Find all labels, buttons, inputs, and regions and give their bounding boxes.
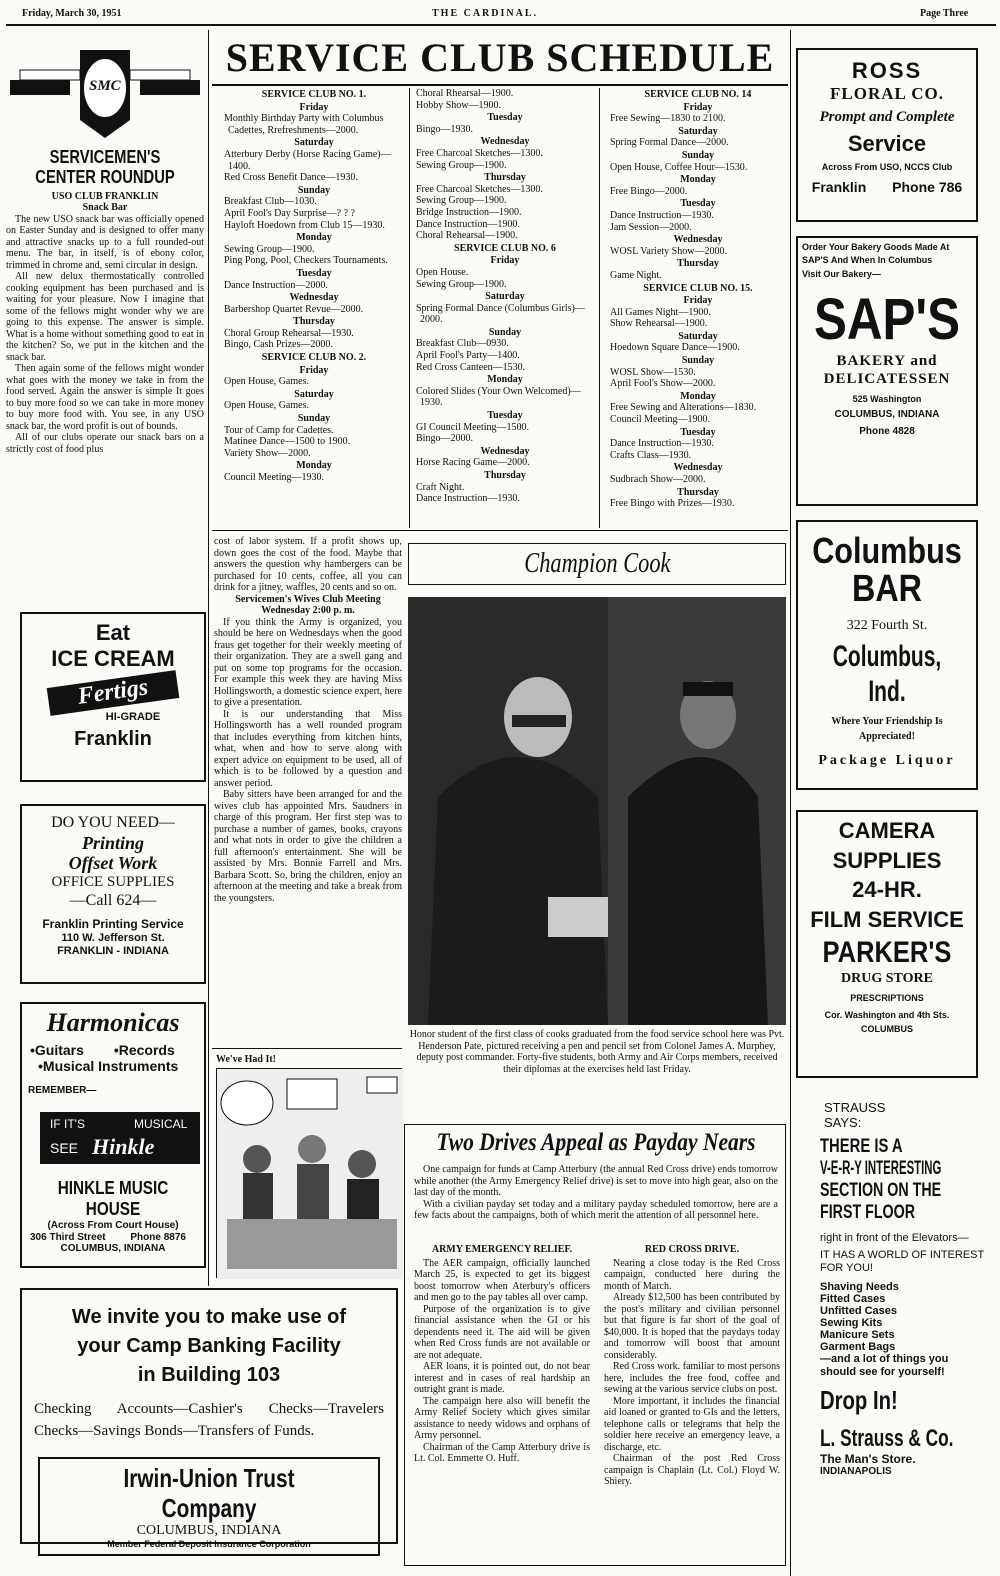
ad-text: BAKERY and xyxy=(836,353,938,370)
ad-text: DRUG STORE xyxy=(841,970,933,986)
ad-text: 110 W. Jefferson St. xyxy=(61,932,165,945)
day-heading: Wednesday xyxy=(673,234,723,246)
event-item: All Games Night—1900. xyxy=(610,306,711,318)
ad-ice-cream xyxy=(20,612,206,782)
ad-text: COLUMBUS, INDIANA xyxy=(60,1243,166,1255)
ad-text: (Across From Court House) xyxy=(47,1219,179,1231)
column-rule xyxy=(790,30,791,1576)
cartoon-heading: We've Had It! xyxy=(216,1054,276,1065)
ad-text: STRAUSS xyxy=(824,1100,886,1115)
event-item: Open House, Games. xyxy=(224,376,309,388)
event-item: Sewing Group—1900. xyxy=(416,278,507,290)
left-story-subhead: USO CLUB FRANKLIN xyxy=(51,190,159,202)
ad-text: •Records xyxy=(113,1042,175,1059)
ad-text: FILM SERVICE xyxy=(810,906,964,932)
left-story xyxy=(6,148,204,455)
champion-caption: Honor student of the first class of cooks graduated from the food service school here was Pvt. Henderson Pate, pictured receiving a pen and pencil set from Colonel James A. Murphey, deputy post commander. Forty-five students, both Army and Air Corps members, received their diplomas at the exercises held last Friday. xyxy=(409,1029,785,1075)
list-item: Unfitted Cases xyxy=(820,1304,898,1317)
ad-text: •Musical Instruments xyxy=(38,1058,179,1075)
ad-text: 306 Third Street xyxy=(30,1231,106,1243)
ad-text: in Building 103 xyxy=(137,1364,281,1387)
event-item: Free Charcoal Sketches—1300. xyxy=(416,183,543,195)
event-item: Open House. xyxy=(416,266,469,278)
ad-text: HI-GRADE xyxy=(105,710,161,723)
event-item: Barbershop Quartet Revue—2000. xyxy=(224,303,364,315)
paragraph: Already $12,500 has been contributed by the post's military and civilian personnel but that figure is far short of the goal of $40,000. It is hoped that the paydays today and tomorrow will boost that amount considerably. xyxy=(604,1292,780,1361)
day-heading: Monday xyxy=(487,374,523,386)
paragraph: Chairman of the post Red Cross campaign is Chaplain (Lt. Col.) Floyd W. Shiery. xyxy=(604,1453,780,1488)
day-heading: Sunday xyxy=(297,184,331,196)
day-heading: Thursday xyxy=(677,258,719,270)
ad-text: Drop In! xyxy=(820,1384,898,1415)
day-heading: Monday xyxy=(680,390,716,402)
paragraph: AER loans, it is pointed out, do not bear interest and in cases of real hardship an outright grant is made. xyxy=(414,1361,590,1396)
ad-columbus-bar xyxy=(796,520,978,790)
drives-intro xyxy=(414,1164,778,1222)
paragraph: More important, it includes the financial aid loaned or granted to GIs and the letters, telephone calls or telegrams that help the soldier here receive an emergency leave, a discharge, etc. xyxy=(604,1395,780,1453)
day-heading: Saturday xyxy=(678,330,718,342)
mid-story-subhead: Servicemen's Wives Club Meeting xyxy=(235,593,381,605)
event-item: Ping Pong, Pool, Checkers Tournaments. xyxy=(224,255,388,267)
ad-bank xyxy=(20,1288,398,1550)
event-item: Breakfast Club—0930. xyxy=(416,338,509,350)
day-heading: Wednesday xyxy=(480,445,530,457)
day-heading: Monday xyxy=(296,232,332,244)
ad-text: Where Your Friendship Is xyxy=(831,715,943,727)
event-item: Hobby Show—1900. xyxy=(416,99,502,111)
left-story-section: Snack Bar xyxy=(82,202,128,214)
event-item: Council Meeting—1900. xyxy=(610,414,710,426)
ad-text: Across From USO, NCCS Club xyxy=(821,162,953,173)
event-item: Matinee Dance—1500 to 1900. xyxy=(224,436,351,448)
event-item: Open House, Games. xyxy=(224,400,309,412)
day-heading: Tuesday xyxy=(487,410,523,422)
day-heading: Tuesday xyxy=(680,198,716,210)
ad-text: Columbus, Ind. xyxy=(832,639,942,708)
event-item: Tour of Camp for Cadettes. xyxy=(224,424,334,436)
ad-text: IT HAS A WORLD OF INTEREST FOR YOU! xyxy=(820,1249,985,1274)
day-heading: Friday xyxy=(299,101,329,113)
day-heading: Thursday xyxy=(677,486,719,498)
day-heading: Thursday xyxy=(293,316,335,328)
ad-text: 322 Fourth St. xyxy=(846,617,928,633)
ad-text: Service xyxy=(847,130,927,156)
ad-text: CAMERA xyxy=(838,818,936,843)
paragraph: All new delux thermostatically controlled cooking equipment has been purchased and is waiting for your pleasure. Now I imagine that some of the fellows might wonder why we are going to this expense. The answer is simple. What is a home without something good to eat in the kitchen? So, we put in the kitchen and the snack bar. xyxy=(6,271,204,363)
event-item: WOSL Show—1530. xyxy=(610,366,696,378)
event-item: Jam Session—2000. xyxy=(610,221,692,233)
event-item: Sewing Group—1900. xyxy=(224,243,315,255)
event-item: Dance Instruction—2000. xyxy=(224,279,328,291)
club-heading: SERVICE CLUB NO. 6 xyxy=(454,242,556,254)
event-item: Sewing Group—1900. xyxy=(416,159,507,171)
event-item: Horse Racing Game—2000. xyxy=(416,457,530,469)
event-item: Bingo—1930. xyxy=(416,123,473,135)
event-item: April Fool's Show—2000. xyxy=(610,378,716,390)
ad-name: SAP'S xyxy=(814,287,960,353)
event-item: Dance Instruction—1900. xyxy=(416,218,520,230)
event-item: Variety Show—2000. xyxy=(224,447,311,459)
ad-text: HINKLE MUSIC HOUSE xyxy=(57,1178,169,1220)
ad-text: COLUMBUS, INDIANA xyxy=(136,1522,282,1538)
drives-title: Two Drives Appeal as Payday Nears xyxy=(436,1129,756,1156)
schedule-col-1 xyxy=(224,88,404,484)
drives-rc-head: RED CROSS DRIVE. xyxy=(644,1244,740,1255)
ad-text: Member Federal Deposit Insurance Corporation xyxy=(107,1539,311,1550)
event-item: GI Council Meeting—1500. xyxy=(416,421,530,433)
ad-text: OFFICE SUPPLIES xyxy=(51,874,175,891)
event-item: Dance Instruction—1930. xyxy=(416,493,520,505)
event-item: Bingo—2000. xyxy=(416,433,473,445)
event-item: WOSL Variety Show—2000. xyxy=(610,245,727,257)
paragraph: Nearing a close today is the Red Cross campaign, conducted here during the month of March. xyxy=(604,1257,780,1292)
event-item: Sudbrach Show—2000. xyxy=(610,474,706,485)
column-rule xyxy=(599,88,600,528)
ad-text: Franklin Printing Service xyxy=(42,917,184,932)
champion-title-box xyxy=(408,543,786,585)
day-heading: Wednesday xyxy=(673,462,723,474)
ad-text: —Call 624— xyxy=(69,891,157,909)
cartoon-image xyxy=(216,1068,402,1278)
schedule-col-2 xyxy=(416,88,594,505)
ad-text: •Guitars xyxy=(30,1042,84,1059)
event-item: Free Bingo with Prizes—1930. xyxy=(610,498,735,510)
smc-logo xyxy=(10,40,200,140)
event-item: Bridge Instruction—1900. xyxy=(416,206,522,218)
champion-photo xyxy=(408,597,786,1025)
ad-text: MUSICAL xyxy=(134,1117,188,1132)
schedule-title: SERVICE CLUB SCHEDULE xyxy=(225,35,775,80)
ad-brand: Hinkle xyxy=(92,1134,155,1160)
paragraph: The campaign here also will benefit the Army Relief Society which gives similar assistance to needy widows and orphans of Army personnel. xyxy=(414,1395,590,1442)
day-heading: Tuesday xyxy=(487,112,523,124)
masthead-page: Page Three xyxy=(920,8,969,19)
day-heading: Friday xyxy=(683,295,713,307)
ad-text: SEE xyxy=(50,1140,79,1157)
paragraph: With a civilian payday set today and a military payday scheduled tomorrow, here are a few facts about the campaigns, both of which merit the attention of all personnel here. xyxy=(414,1198,778,1221)
day-heading: Sunday xyxy=(297,413,331,425)
list-item: Manicure Sets xyxy=(820,1328,895,1341)
masthead-rule xyxy=(6,24,996,26)
day-heading: Saturday xyxy=(678,125,718,137)
event-item: Crafts Class—1930. xyxy=(610,449,692,461)
column-rule xyxy=(208,30,209,1286)
paragraph: Then again some of the fellows might wonder what goes with the money we take in from the food served. Again the answer is simple It goes to buy more food so we can take in more money to buy more food with. You see, in any USO snack bar, the word profit is out of bounds. xyxy=(6,363,204,432)
event-item: Open House, Coffee Hour—1530. xyxy=(610,161,748,173)
paragraph: If you think the Army is organized, you should be here on Wednesdays when the good fraus get together for their weekly meeting of their organization. They are a swell gang and put on some top programs for the occasion. For example this week they are having Miss Hollingsworth, a domestic science expert, here to give a presentation. xyxy=(214,616,402,709)
event-item: Choral Rhearsal—1900. xyxy=(416,88,514,99)
list-item: Garment Bags xyxy=(820,1341,896,1353)
ad-text: Franklin xyxy=(74,727,152,750)
ad-text: SUPPLIES xyxy=(832,847,942,873)
ad-text: FIRST FLOOR xyxy=(820,1202,915,1224)
strauss-items xyxy=(820,1281,984,1354)
rule xyxy=(212,1048,402,1049)
event-item: April Fool's Day Surprise—? ? ? xyxy=(224,207,355,219)
day-heading: Thursday xyxy=(484,470,526,481)
ad-text: Phone 8876 xyxy=(130,1231,186,1243)
ad-name: Irwin-Union Trust Company xyxy=(123,1462,295,1523)
ad-strauss xyxy=(820,1100,984,1478)
day-heading: Sunday xyxy=(681,355,715,367)
ad-text: 24-HR. xyxy=(852,877,922,903)
ad-text: PRESCRIPTIONS xyxy=(850,993,924,1004)
ad-name: Columbus xyxy=(812,530,962,571)
event-item: Council Meeting—1930. xyxy=(224,472,324,483)
day-heading: Tuesday xyxy=(680,426,716,438)
event-item: Free Charcoal Sketches—1300. xyxy=(416,147,543,159)
ad-text: Cor. Washington and 4th Sts. xyxy=(824,1009,950,1020)
paragraph: The new USO snack bar was officially opened on Easter Sunday and is designed to offer many and attractive snacks up to a full rounded-out menu. The bar, in itself, is of ebony color, trimmed in chrome and, semi circular in design. xyxy=(6,213,204,271)
event-item: Hayloft Hoedown from Club 15—1930. xyxy=(224,219,385,231)
day-heading: Monday xyxy=(296,460,332,472)
day-heading: Saturday xyxy=(485,291,525,303)
event-item: Free Sewing—1830 to 2100. xyxy=(610,113,726,125)
club-heading: SERVICE CLUB NO. 1. xyxy=(261,89,367,100)
paragraph: One campaign for funds at Camp Atterbury (the annual Red Cross drive) ends tomorrow while another (the Army Emergency Relief drive) is set to move into high gear, also on the last day of the month. xyxy=(414,1164,778,1198)
ad-text: Phone 4828 xyxy=(859,426,915,438)
ad-text: IF IT'S xyxy=(50,1117,85,1132)
ad-text: your Camp Banking Facility xyxy=(77,1335,341,1358)
event-item: Atterbury Derby (Horse Racing Game)—1400. xyxy=(224,148,391,172)
list-item: Fitted Cases xyxy=(820,1292,886,1305)
ad-parker xyxy=(796,810,978,1078)
ad-text: Checking Accounts—Cashier's Checks—Travelers Checks—Savings Bonds—Transfers of Funds. xyxy=(34,1400,384,1440)
logo-text: SMC xyxy=(89,78,121,94)
day-heading: Thursday xyxy=(484,172,526,184)
ad-text: REMEMBER— xyxy=(28,1084,97,1096)
day-heading: Saturday xyxy=(294,137,334,149)
ad-text: V-E-R-Y INTERESTING xyxy=(820,1158,942,1180)
paragraph: cost of labor system. If a profit shows up, down goes the cost of the food. Maybe that answers the question why hambergers can be purchased for 10 cents, coffee, all you can drink for a jitney, waffles, 20 cents and so on. xyxy=(214,536,402,593)
ad-name: BAR xyxy=(852,567,922,610)
paragraph: Red Cross work. familiar to most persons here, includes the free food, coffee and sewing at the various service clubs on post. xyxy=(604,1361,780,1396)
ad-text: Eat xyxy=(95,620,131,645)
event-item: Red Cross Benefit Dance—1930. xyxy=(224,172,358,184)
ad-title: Harmonicas xyxy=(46,1008,180,1037)
paragraph: Purpose of the organization is to give financial assistance when the GI or his dependents need it. The aid will be given when Red Cross funds are not available or are not adequate. xyxy=(414,1303,590,1361)
paragraph: The AER campaign, officially launched March 25, is expected to get its biggest boost tomorrow when Aterbury's officers and men go to the pay tables all over camp. xyxy=(414,1257,590,1304)
event-item: Breakfast Club—1030. xyxy=(224,196,317,208)
ad-text: right in front of the Elevators— xyxy=(820,1232,969,1245)
club-heading: SERVICE CLUB NO. 2. xyxy=(261,352,367,364)
day-heading: Sunday xyxy=(488,326,522,338)
masthead-paper: THE CARDINAL. xyxy=(432,8,539,19)
event-item: Dance Instruction—1930. xyxy=(610,438,714,450)
day-heading: Wednesday xyxy=(289,292,339,304)
ad-text: Order Your Bakery Goods Made At xyxy=(802,242,950,252)
champion-title: Champion Cook xyxy=(523,548,671,579)
list-item: Sewing Kits xyxy=(820,1316,883,1329)
ad-text: Visit Our Bakery— xyxy=(802,268,881,279)
ad-text: Phone 786 xyxy=(892,178,963,195)
ad-text: Franklin xyxy=(811,178,867,195)
ad-text: Appreciated! xyxy=(859,731,915,743)
event-item: Red Cross Canteen—1530. xyxy=(416,361,526,373)
ad-text: DO YOU NEED— xyxy=(51,814,175,831)
masthead-date: Friday, March 30, 1951 xyxy=(22,8,122,19)
day-heading: Friday xyxy=(683,101,713,113)
event-item: Hoedown Square Dance—1900. xyxy=(610,342,740,354)
ad-text: COLUMBUS, INDIANA xyxy=(834,408,940,420)
paragraph: All of our clubs operate our snack bars on a strictly cost of food plus xyxy=(6,432,204,455)
schedule-bottom-rule xyxy=(212,530,788,531)
paragraph: It is our understanding that Miss Hollingsworth has a well rounded program that includes everything from kitchen hints, what, when and how to serve along with expert advice on equipment to be used, all of which is to be followed by a question and answer period. xyxy=(214,708,402,789)
event-item: Show Rehearsal—1900. xyxy=(610,318,708,330)
event-item: Dance Instruction—1930. xyxy=(610,209,714,221)
day-heading: Friday xyxy=(299,364,329,376)
ad-text: FRANKLIN - INDIANA xyxy=(57,944,169,957)
ad-text: COLUMBUS xyxy=(861,1023,913,1034)
schedule-rule xyxy=(212,84,788,86)
event-item: Bingo, Cash Prizes—2000. xyxy=(224,339,333,351)
mid-story xyxy=(214,536,402,904)
ad-text: DELICATESSEN xyxy=(823,370,951,387)
event-item: Game Night. xyxy=(610,269,662,281)
masthead xyxy=(0,8,1000,24)
drives-aer-head: ARMY EMERGENCY RELIEF. xyxy=(431,1244,573,1255)
paragraph: Chairman of the Camp Atterbury drive is Lt. Col. Emmette O. Huff. xyxy=(414,1441,590,1465)
schedule-col-3 xyxy=(610,88,786,510)
ad-printing xyxy=(20,804,206,984)
drives-redcross xyxy=(604,1244,780,1488)
ad-text: SECTION ON THE xyxy=(820,1180,942,1202)
day-heading: Sunday xyxy=(681,149,715,161)
ad-ross xyxy=(796,48,978,222)
ad-text: Prompt and Complete xyxy=(819,109,955,126)
day-heading: Monday xyxy=(680,174,716,186)
event-item: Choral Group Rehearsal—1930. xyxy=(224,327,354,339)
drives-aer xyxy=(414,1244,590,1465)
event-item: Spring Formal Dance—2000. xyxy=(610,137,729,149)
ad-text: SAYS: xyxy=(824,1115,862,1131)
day-heading: Tuesday xyxy=(296,267,332,279)
day-heading: Friday xyxy=(490,255,520,267)
paragraph: Baby sitters have been arranged for and the wives club has appointed Mrs. Saudners in charge of this program. Her first step was to purchase a number of games, books, crayons and what nots in order to give the children a full afternoon's entertainment. She will be assisted by Mrs. Bonnie Farrell and Mrs. Barbara Scott. So, bring the children, enjoy an afternoon at the meeting and take a break from the youngsters. xyxy=(214,789,402,904)
ad-text: Offset Work xyxy=(68,853,158,874)
left-story-heading: SERVICEMEN'S CENTER ROUNDUP xyxy=(35,147,175,187)
event-item: Choral Rehearsal—1900. xyxy=(416,230,518,242)
mid-story-subhead: Wednesday 2:00 p. m. xyxy=(261,605,355,617)
event-item: Monthly Birthday Party with Columbus Cadettes, Rrefreshments—2000. xyxy=(224,113,384,136)
ad-text: The Man's Store. xyxy=(820,1451,916,1466)
club-heading: SERVICE CLUB NO. 15. xyxy=(643,282,753,294)
event-item: Spring Formal Dance (Columbus Girls)—2000. xyxy=(416,302,585,326)
event-item: Colored Slides (Your Own Welcomed)—1930. xyxy=(416,385,581,409)
ad-brand: Fertigs xyxy=(47,670,180,716)
ad-hinkle xyxy=(20,1002,206,1268)
ad-text: FLORAL CO. xyxy=(830,83,944,103)
ad-name: PARKER'S xyxy=(822,936,952,970)
ad-text: THERE IS A xyxy=(820,1136,903,1158)
list-item: Shaving Needs xyxy=(820,1280,899,1293)
day-heading: Saturday xyxy=(294,388,334,400)
ad-name: L. Strauss & Co. xyxy=(820,1424,954,1452)
hinkle-banner xyxy=(40,1112,200,1164)
event-item: Craft Night. xyxy=(416,481,465,493)
ad-text: Printing xyxy=(81,832,145,853)
ad-text: We invite you to make use of xyxy=(71,1306,347,1328)
ad-name: ROSS xyxy=(851,58,923,83)
ad-text: 525 Washington xyxy=(852,394,922,405)
ad-saps xyxy=(796,236,978,506)
event-item: Free Sewing and Alterations—1830. xyxy=(610,402,757,414)
event-item: Free Bingo—2000. xyxy=(610,185,688,197)
event-item: April Fool's Party—1400. xyxy=(416,350,520,362)
ad-text: ICE CREAM xyxy=(51,645,175,671)
ad-text: INDIANAPOLIS xyxy=(820,1466,892,1478)
ad-text: —and a lot of things you should see for yourself! xyxy=(820,1353,949,1378)
ad-text: SAP'S And When In Columbus xyxy=(802,255,933,266)
event-item: Sewing Group—1900. xyxy=(416,195,507,207)
ad-text: Package Liquor xyxy=(818,752,956,768)
column-rule xyxy=(409,88,410,528)
club-heading: SERVICE CLUB NO. 14 xyxy=(644,89,752,100)
day-heading: Wednesday xyxy=(480,136,530,148)
